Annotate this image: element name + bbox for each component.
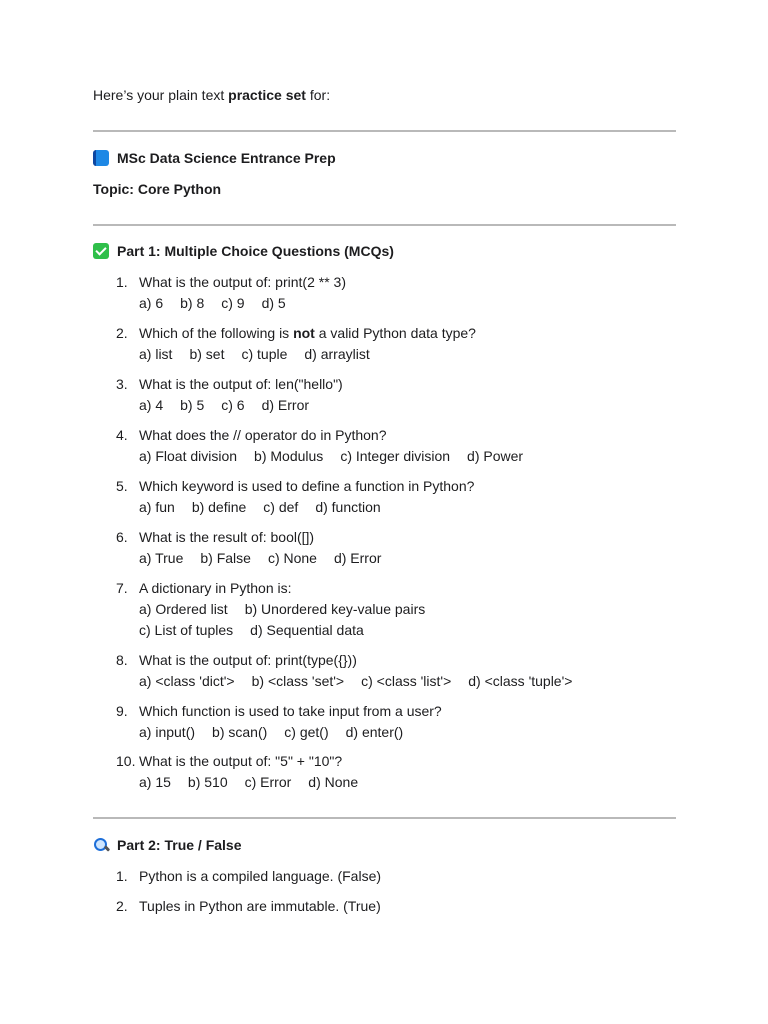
question-number: 7. — [116, 580, 128, 596]
answer-option: b) 8 — [180, 295, 205, 311]
answer-option: a) fun — [139, 499, 175, 515]
intro-bold-text: practice set — [228, 87, 306, 103]
statement-number: 1. — [116, 868, 128, 884]
question-number: 3. — [116, 376, 128, 392]
answer-option: c) 6 — [221, 397, 245, 413]
question-text: What does the // operator do in Python? — [139, 427, 387, 443]
doc-title — [93, 150, 336, 166]
question-text-start: Which of the following is — [139, 325, 294, 341]
options-row — [139, 774, 375, 790]
magnifying-glass-icon — [93, 837, 109, 853]
options-row — [139, 673, 589, 689]
question-text: Which keyword is used to define a function in Python? — [139, 478, 475, 494]
answer-option: b) Modulus — [254, 448, 324, 464]
answer-option: c) None — [267, 550, 317, 566]
answer-option: a) True — [139, 550, 184, 566]
answer-option: d) Error — [333, 550, 382, 566]
answer-option: a) input() — [139, 724, 196, 740]
answer-option: a) 15 — [139, 774, 171, 790]
question-number: 6. — [116, 529, 128, 545]
answer-option: d) enter() — [345, 724, 404, 740]
answer-option: a) <class 'dict'> — [139, 673, 235, 689]
options-row — [139, 397, 326, 413]
divider — [93, 130, 676, 132]
part1-title: Part 1: Multiple Choice Questions (MCQs) — [117, 243, 394, 259]
answer-option: c) get() — [284, 724, 329, 740]
question-text: What is the output of: print(2 ** 3) — [139, 274, 346, 290]
answer-option: c) Integer division — [340, 448, 451, 464]
answer-option: b) scan() — [212, 724, 268, 740]
divider — [93, 224, 676, 226]
answer-option: a) 6 — [139, 295, 164, 311]
answer-option: b) <class 'set'> — [251, 673, 345, 689]
answer-option: a) 4 — [139, 397, 164, 413]
part2-title: Part 2: True / False — [117, 837, 242, 853]
question-text-end: a valid Python data type? — [314, 325, 476, 341]
options-row — [139, 724, 420, 740]
check-mark-icon — [93, 243, 109, 259]
divider — [93, 817, 676, 819]
answer-option: d) arraylist — [304, 346, 370, 362]
answer-option: a) list — [139, 346, 173, 362]
question-number: 5. — [116, 478, 128, 494]
doc-title-text: MSc Data Science Entrance Prep — [117, 150, 336, 166]
answer-option: c) List of tuples — [139, 622, 234, 638]
answer-option: d) 5 — [261, 295, 286, 311]
options-row — [139, 499, 398, 515]
doc-topic: Topic: Core Python — [93, 181, 222, 197]
question-text: What is the output of: "5" + "10"? — [139, 753, 343, 769]
intro-line — [93, 87, 330, 103]
question-text: What is the result of: bool([]) — [139, 529, 315, 545]
answer-option: d) None — [308, 774, 359, 790]
answer-option: d) Error — [261, 397, 310, 413]
options-row — [139, 622, 381, 638]
answer-option: c) Error — [244, 774, 292, 790]
question-text-emphasis: not — [293, 325, 315, 341]
answer-option: b) Unordered key-value pairs — [244, 601, 426, 617]
question-text: Which function is used to take input from a user? — [139, 703, 442, 719]
question-text — [139, 325, 476, 341]
question-number: 10. — [116, 753, 136, 769]
answer-option: c) <class 'list'> — [361, 673, 452, 689]
question-text: A dictionary in Python is: — [139, 580, 292, 596]
question-number: 4. — [116, 427, 128, 443]
intro-text-end: for: — [305, 87, 331, 103]
answer-option: b) define — [191, 499, 247, 515]
question-text: What is the output of: print(type({})) — [139, 652, 357, 668]
answer-option: d) Power — [467, 448, 524, 464]
question-number: 9. — [116, 703, 128, 719]
part1-heading — [93, 243, 394, 259]
answer-option: c) def — [263, 499, 299, 515]
answer-option: d) function — [315, 499, 381, 515]
answer-option: c) tuple — [241, 346, 288, 362]
options-row — [139, 346, 387, 362]
statement-text: Tuples in Python are immutable. (True) — [139, 898, 381, 914]
options-row — [139, 448, 540, 464]
answer-option: a) Float division — [139, 448, 238, 464]
question-number: 8. — [116, 652, 128, 668]
part2-heading — [93, 837, 242, 853]
question-number: 2. — [116, 325, 128, 341]
options-row — [139, 295, 303, 311]
answer-option: b) 5 — [180, 397, 205, 413]
answer-option: d) <class 'tuple'> — [468, 673, 573, 689]
question-number: 1. — [116, 274, 128, 290]
answer-option: c) 9 — [221, 295, 245, 311]
book-icon — [93, 150, 109, 166]
answer-option: a) Ordered list — [139, 601, 228, 617]
statement-number: 2. — [116, 898, 128, 914]
statement-text: Python is a compiled language. (False) — [139, 868, 382, 884]
question-text: What is the output of: len("hello") — [139, 376, 343, 392]
answer-option: b) set — [189, 346, 225, 362]
options-row — [139, 601, 442, 617]
intro-text: Here’s your plain text — [93, 87, 229, 103]
answer-option: b) 510 — [187, 774, 228, 790]
answer-option: d) Sequential data — [250, 622, 364, 638]
options-row — [139, 550, 398, 566]
answer-option: b) False — [200, 550, 251, 566]
